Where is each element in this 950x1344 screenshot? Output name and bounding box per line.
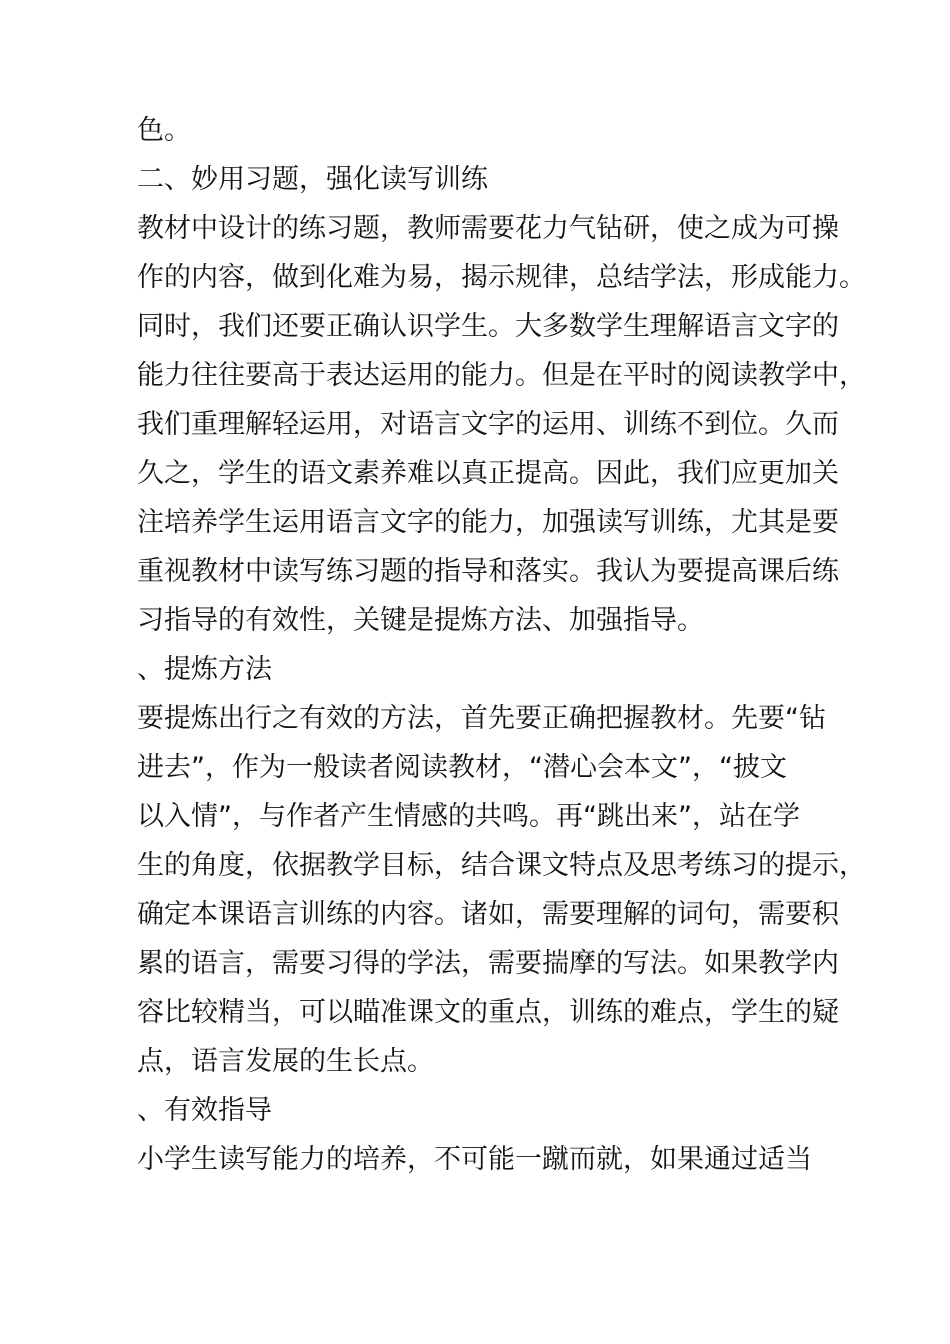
text-line: 累的语言，需要习得的学法，需要揣摩的写法。如果教学内 — [137, 948, 839, 979]
text-line: 作的内容，做到化难为易，揭示规律，总结学法，形成能力。 — [137, 262, 866, 293]
text-line: 确定本课语言训练的内容。诸如，需要理解的词句，需要积 — [137, 899, 839, 930]
text-line: 习指导的有效性，关键是提炼方法、加强指导。 — [137, 605, 704, 636]
text-line: 容比较精当，可以瞄准课文的重点，训练的难点，学生的疑 — [137, 997, 839, 1028]
text-line: 以入情”，与作者产生情感的共鸣。再“跳出来”，站在学 — [137, 801, 800, 832]
text-line: 我们重理解轻运用，对语言文字的运用、训练不到位。久而 — [137, 409, 839, 440]
text-line: 进去”，作为一般读者阅读教材，“潜心会本文”，“披文 — [137, 752, 787, 783]
text-line: 久之，学生的语文素养难以真正提高。因此，我们应更加关 — [137, 458, 839, 489]
text-line: 教材中设计的练习题，教师需要花力气钻研，使之成为可操 — [137, 213, 839, 244]
text-line: 能力往往要高于表达运用的能力。但是在平时的阅读教学中， — [137, 360, 866, 391]
text-line: 注培养学生运用语言文字的能力，加强读写训练，尤其是要 — [137, 507, 839, 538]
text-line: 生的角度，依据教学目标，结合课文特点及思考练习的提示， — [137, 850, 866, 881]
text-line: 同时，我们还要正确认识学生。大多数学生理解语言文字的 — [137, 311, 839, 342]
text-line: 要提炼出行之有效的方法，首先要正确把握教材。先要“钻 — [137, 703, 826, 734]
text-line: 重视教材中读写练习题的指导和落实。我认为要提高课后练 — [137, 556, 839, 587]
subsection-heading: 、提炼方法 — [137, 654, 272, 685]
text-line: 点，语言发展的生长点。 — [137, 1046, 434, 1077]
subsection-heading: 、有效指导 — [137, 1095, 272, 1126]
text-line: 小学生读写能力的培养，不可能一蹴而就，如果通过适当 — [137, 1144, 812, 1175]
text-line: 色。 — [137, 115, 191, 146]
section-heading: 二、妙用习题，强化读写训练 — [137, 164, 488, 195]
